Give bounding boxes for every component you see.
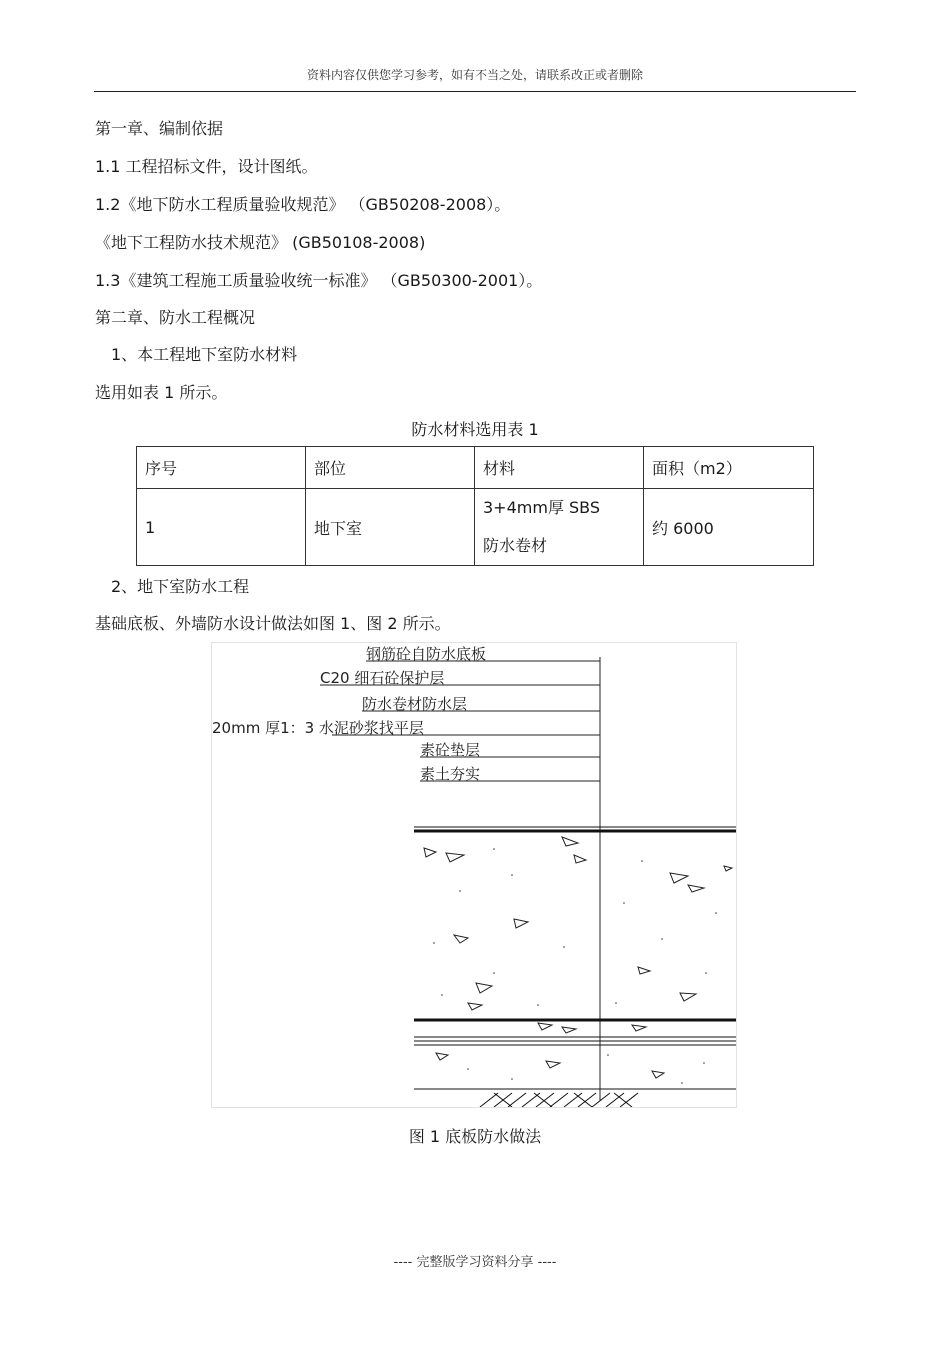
cell-no: 1 (137, 489, 306, 566)
table-caption: 防水材料选用表 1 (411, 420, 539, 439)
chapter-1-title: 第一章、编制依据 (95, 119, 224, 138)
item-1-2: 1.2《地下防水工程质量验收规范》 （GB50208-2008）。 (95, 195, 511, 214)
section-2-heading: 2、地下室防水工程 (111, 577, 250, 596)
slab-layers (414, 827, 736, 1089)
figure-label-4: 20mm 厚1：3 水泥砂浆找平层 (212, 719, 424, 737)
cell-area: 约 6000 (644, 489, 814, 566)
header-rule (94, 91, 856, 92)
section-2-text: 基础底板、外墙防水设计做法如图 1、图 2 所示。 (95, 614, 451, 633)
section-1-text: 选用如表 1 所示。 (95, 383, 228, 402)
table-row (137, 489, 814, 566)
item-1-1: 1.1 工程招标文件，设计图纸。 (95, 157, 318, 176)
chapter-2-title: 第二章、防水工程概况 (95, 308, 256, 327)
header-cell-part: 部位 (306, 447, 475, 489)
cell-material (475, 489, 644, 566)
item-1-3: 1.3《建筑工程施工质量验收统一标准》 （GB50300-2001）。 (95, 271, 543, 290)
figure-label-3: 防水卷材防水层 (362, 695, 468, 713)
page-header: 资料内容仅供您学习参考，如有不当之处，请联系改正或者删除 (306, 68, 643, 82)
page-footer: ---- 完整版学习资料分享 ---- (393, 1255, 557, 1270)
soil-hatch (480, 1093, 638, 1107)
cell-part: 地下室 (306, 489, 475, 566)
header-cell-no: 序号 (137, 447, 306, 489)
figure-caption: 图 1 底板防水做法 (408, 1127, 542, 1146)
aggregate-triangles (424, 837, 732, 1078)
aggregate-dots (433, 848, 717, 1084)
cell-material-line1: 3+4mm厚 SBS (483, 498, 601, 517)
figure-label-1: 钢筋砼自防水底板 (366, 645, 487, 663)
table-header-row (137, 447, 814, 489)
figure-label-5: 素砼垫层 (420, 741, 481, 759)
section-1-heading: 1、本工程地下室防水材料 (111, 345, 298, 364)
floor-waterproofing-figure (211, 642, 737, 1108)
header-cell-area: 面积（m2） (644, 447, 814, 489)
figure-drawing (212, 643, 736, 1107)
figure-label-6: 素土夯实 (420, 765, 481, 783)
figure-label-2: C20 细石砼保护层 (320, 669, 445, 687)
header-cell-material: 材料 (475, 447, 644, 489)
materials-table (136, 446, 814, 566)
item-1-2-cont: 《地下工程防水技术规范》 (GB50108-2008) (95, 233, 426, 252)
cell-material-line2: 防水卷材 (483, 536, 548, 555)
